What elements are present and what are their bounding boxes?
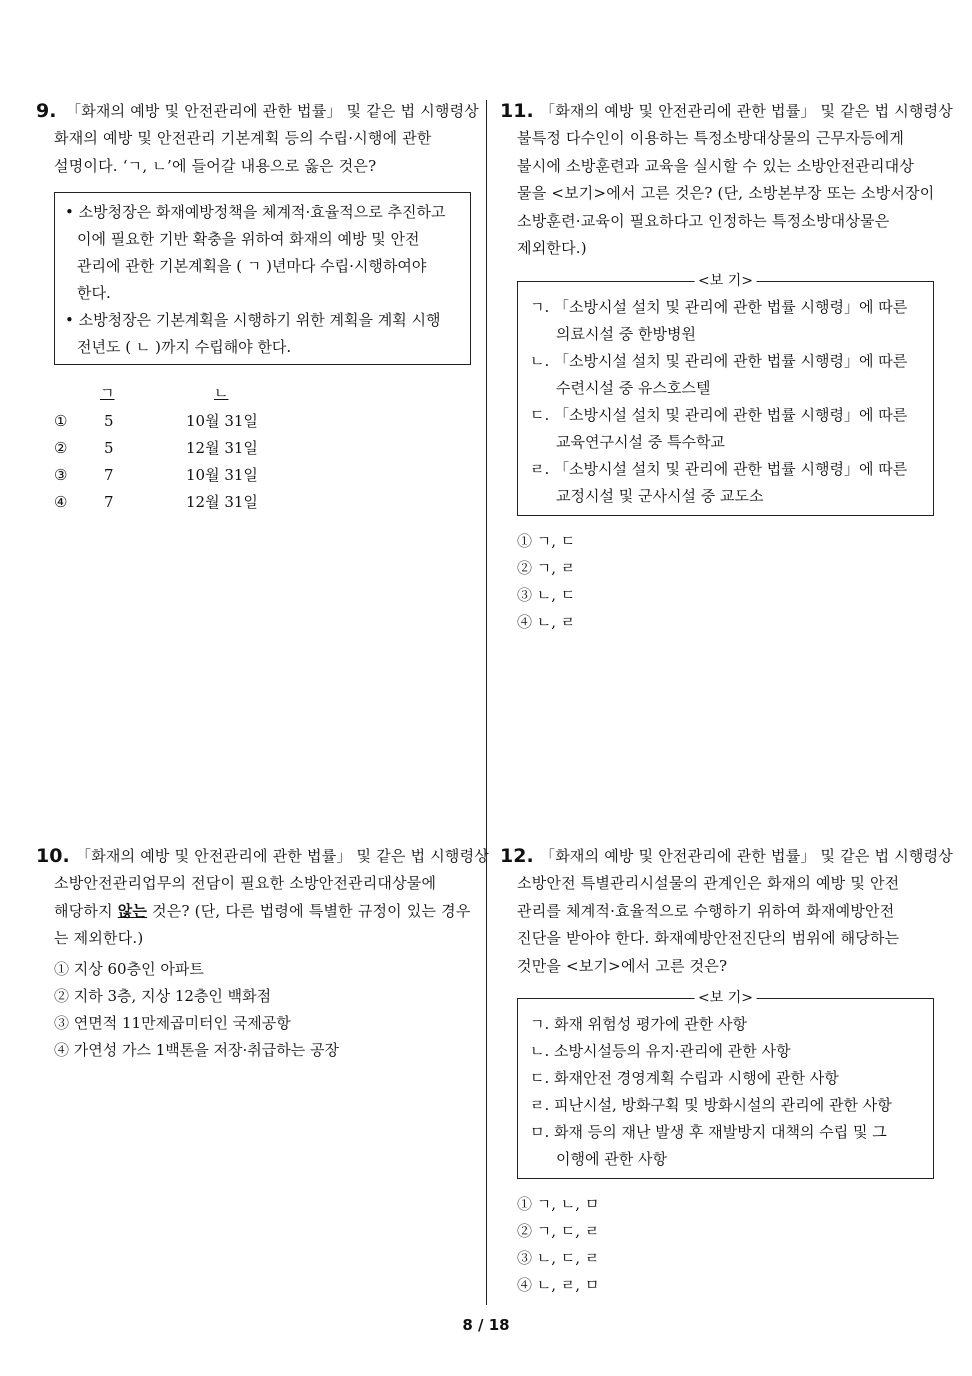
option-4-a: 7 [104,493,114,511]
example-box [517,273,934,516]
option-4-b: 12월 31일 [186,493,258,511]
question-text-line: 화재의 예방 및 안전관리 기본계획 등의 수립·시행에 관한 [54,129,432,148]
option-1[interactable]: ① 지상 60층인 아파트 [54,960,204,978]
page-number: 8 / 18 [462,1316,510,1334]
option-3[interactable]: ③ [54,466,68,484]
box-line: 수련시설 중 유스호스텔 [556,379,711,397]
question-text-line: 소방안전관리업무의 전담이 필요한 소방안전관리대상물에 [54,874,437,893]
box-line: ㄱ. 「소방시설 설치 및 관리에 관한 법률 시행령」에 따른 [530,298,908,316]
question-text-line: 것만을 <보기>에서 고른 것은? [517,956,728,975]
option-3-a: 7 [104,466,114,484]
option-3[interactable]: ③ ㄴ, ㄷ [517,586,576,604]
option-3-b: 10월 31일 [186,466,258,484]
question-text-line: 물을 <보기>에서 고른 것은? (단, 소방본부장 또는 소방서장이 [517,184,935,203]
option-3[interactable]: ③ 연면적 11만제곱미터인 국제공항 [54,1014,291,1032]
question-text-line: 「화재의 예방 및 안전관리에 관한 법률」 및 같은 법 시행령상 [76,847,489,865]
question-text-line: 소방안전 특별관리시설물의 관계인은 화재의 예방 및 안전 [517,874,900,893]
option-4[interactable]: ④ 가연성 가스 1백톤을 저장·취급하는 공장 [54,1041,339,1059]
box-line: 의료시설 중 한방병원 [556,325,696,343]
question-text-line: 「화재의 예방 및 안전관리에 관한 법률」 및 같은 법 시행령상 [66,102,479,120]
question-number: 10. [36,845,70,867]
box-line: 전년도 ( ㄴ )까지 수립해야 한다. [77,338,292,356]
box-line: ㄱ. 화재 위험성 평가에 관한 사항 [530,1015,747,1033]
question-text-line: 불시에 소방훈련과 교육을 실시할 수 있는 소방안전관리대상 [517,156,915,175]
question-number: 12. [500,845,534,867]
option-1[interactable]: ① ㄱ, ㄷ [517,532,576,550]
box-line: ㄹ. 「소방시설 설치 및 관리에 관한 법률 시행령」에 따른 [530,460,908,478]
box-title: <보 기> [694,272,757,290]
condition-box [54,192,471,365]
box-line: 이행에 관한 사항 [556,1150,667,1168]
option-4[interactable]: ④ ㄴ, ㄹ [517,613,576,631]
question-text-line: 관리를 체계적·효율적으로 수행하기 위하여 화재예방안전 [517,901,895,920]
box-line: ㄴ. 소방시설등의 유지·관리에 관한 사항 [530,1042,791,1060]
box-line: 교정시설 및 군사시설 중 교도소 [556,487,764,505]
text-part: 것은? (단, 다른 법령에 특별한 규정이 있는 경우 [147,901,471,920]
question-text-line [36,898,472,925]
option-2[interactable]: ② ㄱ, ㄷ, ㄹ [517,1222,600,1240]
box-line: ㄷ. 「소방시설 설치 및 관리에 관한 법률 시행령」에 따른 [530,406,908,424]
box-title: <보 기> [694,989,757,1007]
question-text-line: 제외한다.) [517,239,587,258]
text-part: 해당하지 [54,901,118,920]
question-text-line: 「화재의 예방 및 안전관리에 관한 법률」 및 같은 법 시행령상 [540,102,953,120]
question-text-line: 진단을 받아야 한다. 화재예방안전진단의 범위에 해당하는 [517,929,900,948]
question-number: 9. [36,100,57,122]
option-1[interactable]: ① [54,412,68,430]
column-header-b: ㄴ [214,384,229,402]
example-box [517,990,934,1179]
column-header-a: ㄱ [100,384,115,402]
option-1-b: 10월 31일 [186,412,258,430]
question-text-line: 는 제외한다.) [54,929,144,948]
box-line: 교육연구시설 중 특수학교 [556,433,725,451]
option-3[interactable]: ③ ㄴ, ㄷ, ㄹ [517,1249,600,1267]
option-1[interactable]: ① ㄱ, ㄴ, ㅁ [517,1195,600,1213]
box-line: 이에 필요한 기반 확충을 위하여 화재의 예방 및 안전 [77,230,420,248]
question-text-line: 불특정 다수인이 이용하는 특정소방대상물의 근무자등에게 [517,129,905,148]
option-4[interactable]: ④ ㄴ, ㄹ, ㅁ [517,1276,600,1294]
question-text-line: 「화재의 예방 및 안전관리에 관한 법률」 및 같은 법 시행령상 [540,847,953,865]
option-2-b: 12월 31일 [186,439,258,457]
emphasis-text: 않는 [117,901,148,920]
box-line: 한다. [77,284,111,302]
box-line: • 소방청장은 기본계획을 시행하기 위한 계획을 계획 시행 [65,311,441,329]
option-2-a: 5 [104,439,114,457]
column-divider [486,100,487,1305]
box-line: ㅁ. 화재 등의 재난 발생 후 재발방지 대책의 수립 및 그 [530,1123,887,1141]
question-text-line: 설명이다. ‘ㄱ, ㄴ’에 들어갈 내용으로 옳은 것은? [54,156,377,175]
question-number: 11. [500,100,534,122]
box-line: ㄴ. 「소방시설 설치 및 관리에 관한 법률 시행령」에 따른 [530,352,908,370]
option-2[interactable]: ② [54,439,68,457]
question-text-line: 소방훈련·교육이 필요하다고 인정하는 특정소방대상물은 [517,211,890,230]
box-line: 관리에 관한 기본계획을 ( ㄱ )년마다 수립·시행하여야 [77,257,427,275]
box-line: • 소방청장은 화재예방정책을 체계적·효율적으로 추진하고 [65,203,446,221]
option-2[interactable]: ② 지하 3층, 지상 12층인 백화점 [54,987,272,1005]
box-line: ㄷ. 화재안전 경영계획 수립과 시행에 관한 사항 [530,1069,839,1087]
option-2[interactable]: ② ㄱ, ㄹ [517,559,576,577]
box-line: ㄹ. 피난시설, 방화구획 및 방화시설의 관리에 관한 사항 [530,1096,892,1114]
option-1-a: 5 [104,412,114,430]
option-4[interactable]: ④ [54,493,68,511]
